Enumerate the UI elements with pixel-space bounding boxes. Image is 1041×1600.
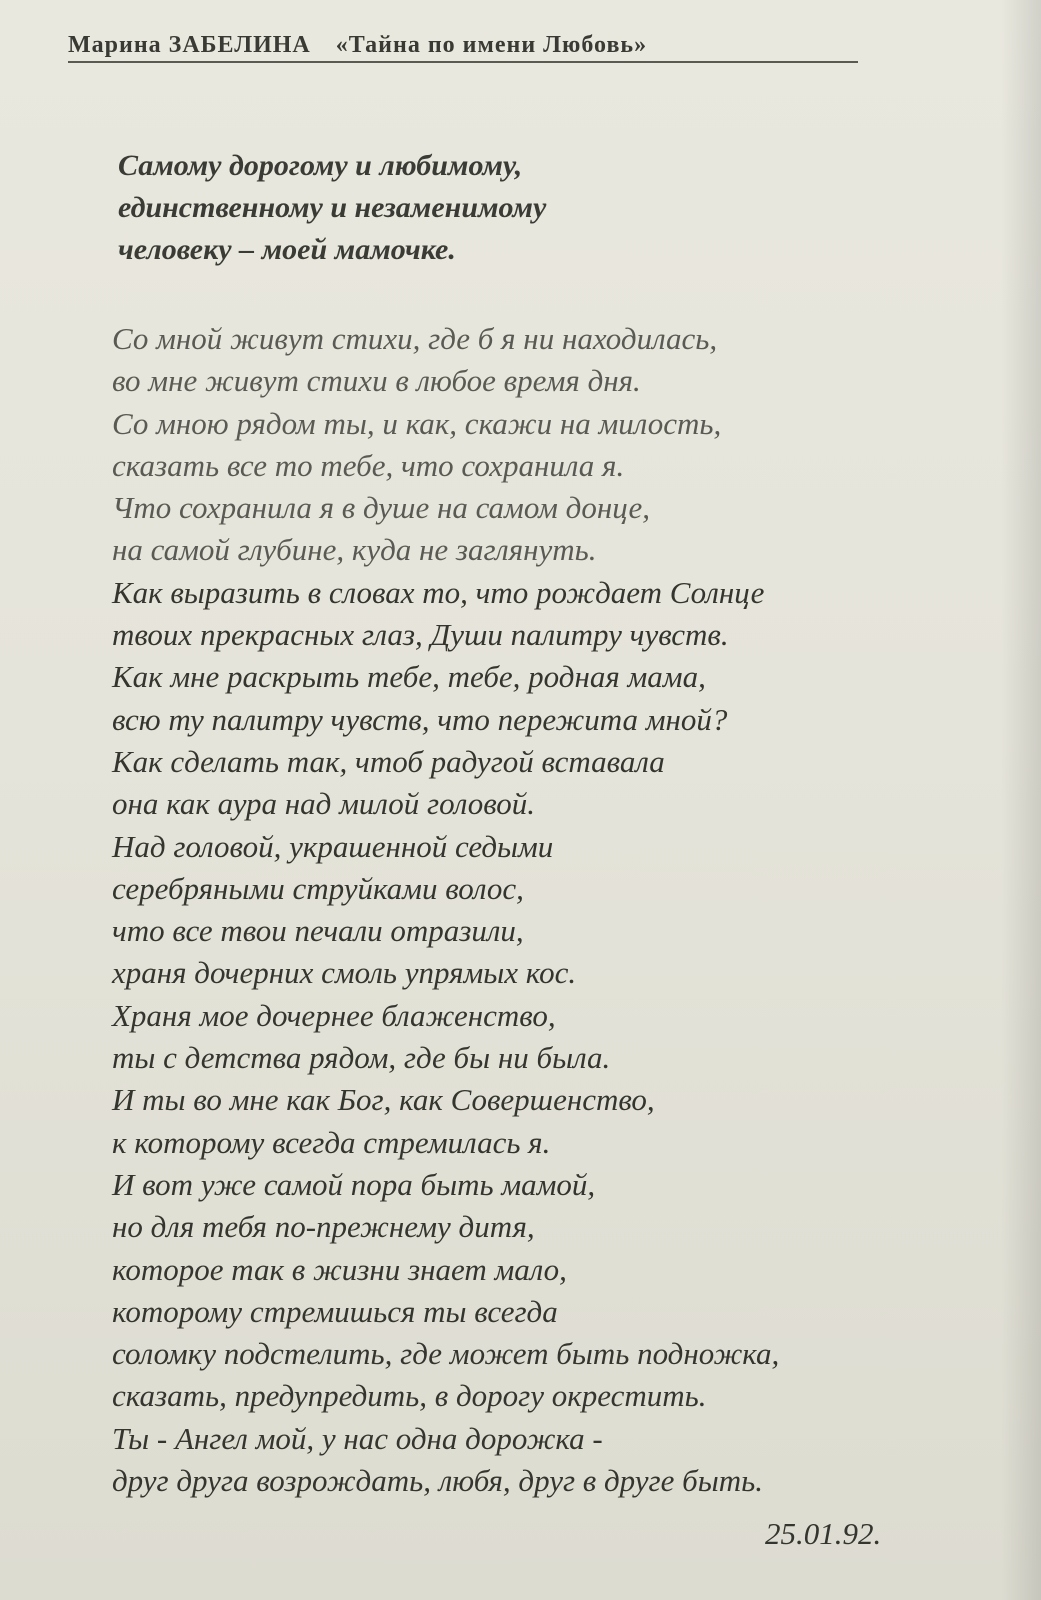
poem-line: И вот уже самой пора быть мамой, bbox=[112, 1166, 596, 1202]
poem-line: но для тебя по-прежнему дитя, bbox=[112, 1209, 535, 1245]
dedication-line: человеку – моей мамочке. bbox=[118, 233, 456, 266]
poem-line: друг друга возрождать, любя, друг в друге быть. bbox=[112, 1463, 763, 1499]
poem-line: твоих прекрасных глаз, Души палитру чувств. bbox=[112, 617, 729, 653]
poem-line: Ты - Ангел мой, у нас одна дорожка - bbox=[112, 1420, 603, 1456]
poem-line: Над головой, украшенной седыми bbox=[112, 828, 554, 864]
poem-line: Как выразить в словах то, что рождает Солнце bbox=[112, 574, 765, 610]
poem-line: Со мною рядом ты, и как, скажи на милость, bbox=[112, 405, 722, 441]
poem-line: на самой глубине, куда не заглянуть. bbox=[112, 532, 597, 568]
poem-line: она как аура над милой головой. bbox=[112, 786, 536, 822]
dedication-line: Самому дорогому и любимому, bbox=[118, 149, 523, 182]
poem-line: Что сохранила я в душе на самом донце, bbox=[112, 490, 651, 526]
poem-line: Как сделать так, чтоб радугой вставала bbox=[112, 743, 665, 779]
poem-line: храня дочерних смоль упрямых кос. bbox=[112, 955, 577, 991]
poem-line: серебряными струйками волос, bbox=[112, 870, 524, 906]
poem-line: Со мной живут стихи, где б я ни находилась, bbox=[112, 321, 718, 356]
poem-line: Как мне раскрыть тебе, тебе, родная мама, bbox=[112, 659, 706, 695]
poem-line: которое так в жизни знает мало, bbox=[112, 1251, 567, 1287]
poem-date: 25.01.92. bbox=[765, 1516, 882, 1551]
poem-line: ты с детства рядом, где бы ни была. bbox=[112, 1040, 611, 1076]
poem-line: которому стремишься ты всегда bbox=[112, 1293, 558, 1329]
poem-line: сказать, предупредить, в дорогу окрестить. bbox=[112, 1378, 707, 1414]
dedication bbox=[118, 145, 918, 271]
poem-line: соломку подстелить, где может быть подножка, bbox=[112, 1336, 780, 1372]
poem-line: И ты во мне как Бог, как Совершенство, bbox=[112, 1082, 655, 1118]
poem-line: к которому всегда стремилась я. bbox=[112, 1124, 551, 1160]
poem-line: во мне живут стихи в любое время дня. bbox=[112, 363, 641, 399]
header-author: Марина ЗАБЕЛИНА bbox=[68, 32, 311, 58]
poem-line: сказать все то тебе, что сохранила я. bbox=[112, 447, 625, 483]
poem bbox=[112, 318, 992, 1502]
poem-line: Храня мое дочернее блаженство, bbox=[112, 997, 556, 1033]
poem-line: всю ту палитру чувств, что пережита мной? bbox=[112, 701, 728, 737]
poem-line: что все твои печали отразили, bbox=[112, 913, 524, 949]
running-header bbox=[68, 32, 858, 63]
header-book-title: «Тайна по имени Любовь» bbox=[335, 32, 648, 58]
dedication-line: единственному и незаменимому bbox=[118, 191, 547, 224]
